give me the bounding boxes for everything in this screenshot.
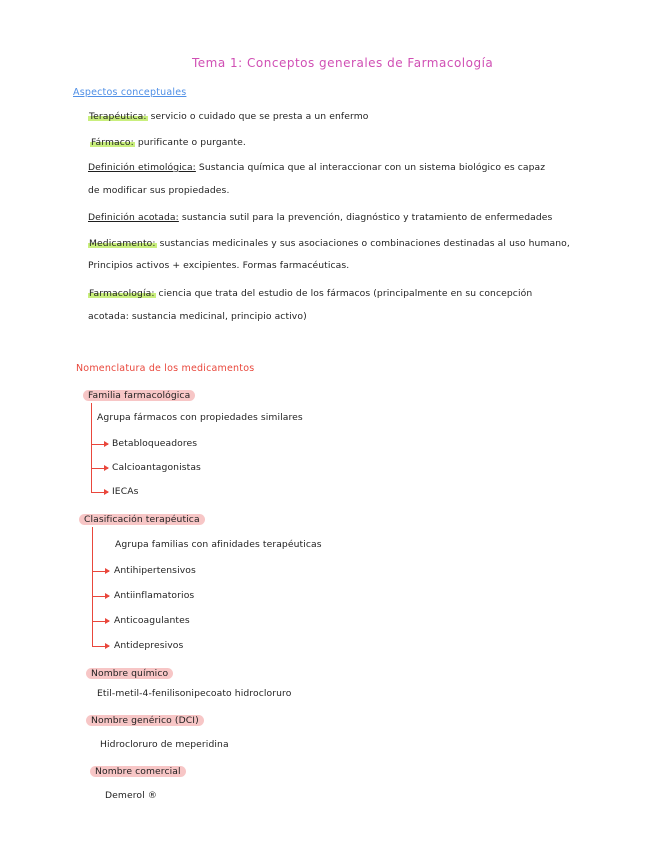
label-clasificacion [79,514,205,525]
label-nombre-generico-text: Nombre genérico (DCI) [86,715,204,726]
clasificacion-item: Antidepresivos [114,640,184,651]
definition-etimologica [88,162,545,173]
nombre-quimico-value: Etil-metil-4-fenilisonipecoato hidrocloruro [97,688,292,699]
nombre-generico-value: Hidrocloruro de meperidina [100,739,229,750]
tree-line [91,403,92,492]
familia-item: Betabloqueadores [112,438,198,449]
label-familia-text: Familia farmacológica [83,390,195,401]
arrow-icon [91,468,108,469]
label-nombre-quimico-text: Nombre químico [86,668,173,679]
term-etimologica: Definición etimológica: [88,162,196,173]
definition-medicamento [88,238,570,249]
definition-text: ciencia que trata del estudio de los fármacos (principalmente en su concepción [155,288,533,299]
familia-description: Agrupa fármacos con propiedades similares [97,412,303,423]
label-nombre-comercial [90,766,186,777]
clasificacion-item: Anticoagulantes [114,615,190,626]
definition-text: Sustancia química que al interaccionar con un sistema biológico es capaz [195,162,546,173]
label-clasificacion-text: Clasificación terapéutica [79,514,205,525]
term-farmacologia: Farmacología: [89,288,155,299]
term-farmaco: Fármaco: [91,137,134,148]
arrow-icon [92,646,109,647]
tree-line [92,527,93,647]
definition-text: purificante o purgante. [134,137,246,148]
definition-text: sustancia sutil para la prevención, diagnóstico y tratamiento de enfermedades [178,212,553,223]
definition-farmaco [90,137,246,148]
arrow-icon [92,621,109,622]
clasificacion-item: Antiinflamatorios [114,590,195,601]
definition-text: servicio o cuidado que se presta a un enfermo [147,111,369,122]
label-nombre-generico [86,715,204,726]
definition-continuation: de modificar sus propiedades. [88,185,230,196]
term-terapeutica: Terapéutica: [89,111,147,122]
clasificacion-description: Agrupa familias con afinidades terapéuticas [115,539,322,550]
label-nombre-quimico [86,668,173,679]
clasificacion-item: Antihipertensivos [114,565,196,576]
arrow-icon [91,492,108,493]
definition-continuation: acotada: sustancia medicinal, principio activo) [88,311,307,322]
label-familia [83,390,195,401]
definition-text: sustancias medicinales y sus asociaciones o combinaciones destinadas al uso humano, [156,238,570,249]
familia-item: Calcioantagonistas [112,462,201,473]
page-title: Tema 1: Conceptos generales de Farmacología [192,56,494,70]
term-medicamento: Medicamento: [89,238,156,249]
nombre-comercial-value: Demerol ® [105,790,158,801]
arrow-icon [92,571,109,572]
definition-terapeutica [88,111,369,122]
definition-farmacologia [88,288,532,299]
definition-continuation: Principios activos + excipientes. Formas farmacéuticas. [88,260,350,271]
definition-acotada [88,212,552,223]
label-nombre-comercial-text: Nombre comercial [90,766,186,777]
arrow-icon [91,444,108,445]
section-heading-nomenclatura: Nomenclatura de los medicamentos [76,363,255,374]
arrow-icon [92,596,109,597]
familia-item: IECAs [112,486,139,497]
term-acotada: Definición acotada: [88,212,179,223]
section-heading-aspectos: Aspectos conceptuales [73,87,187,98]
